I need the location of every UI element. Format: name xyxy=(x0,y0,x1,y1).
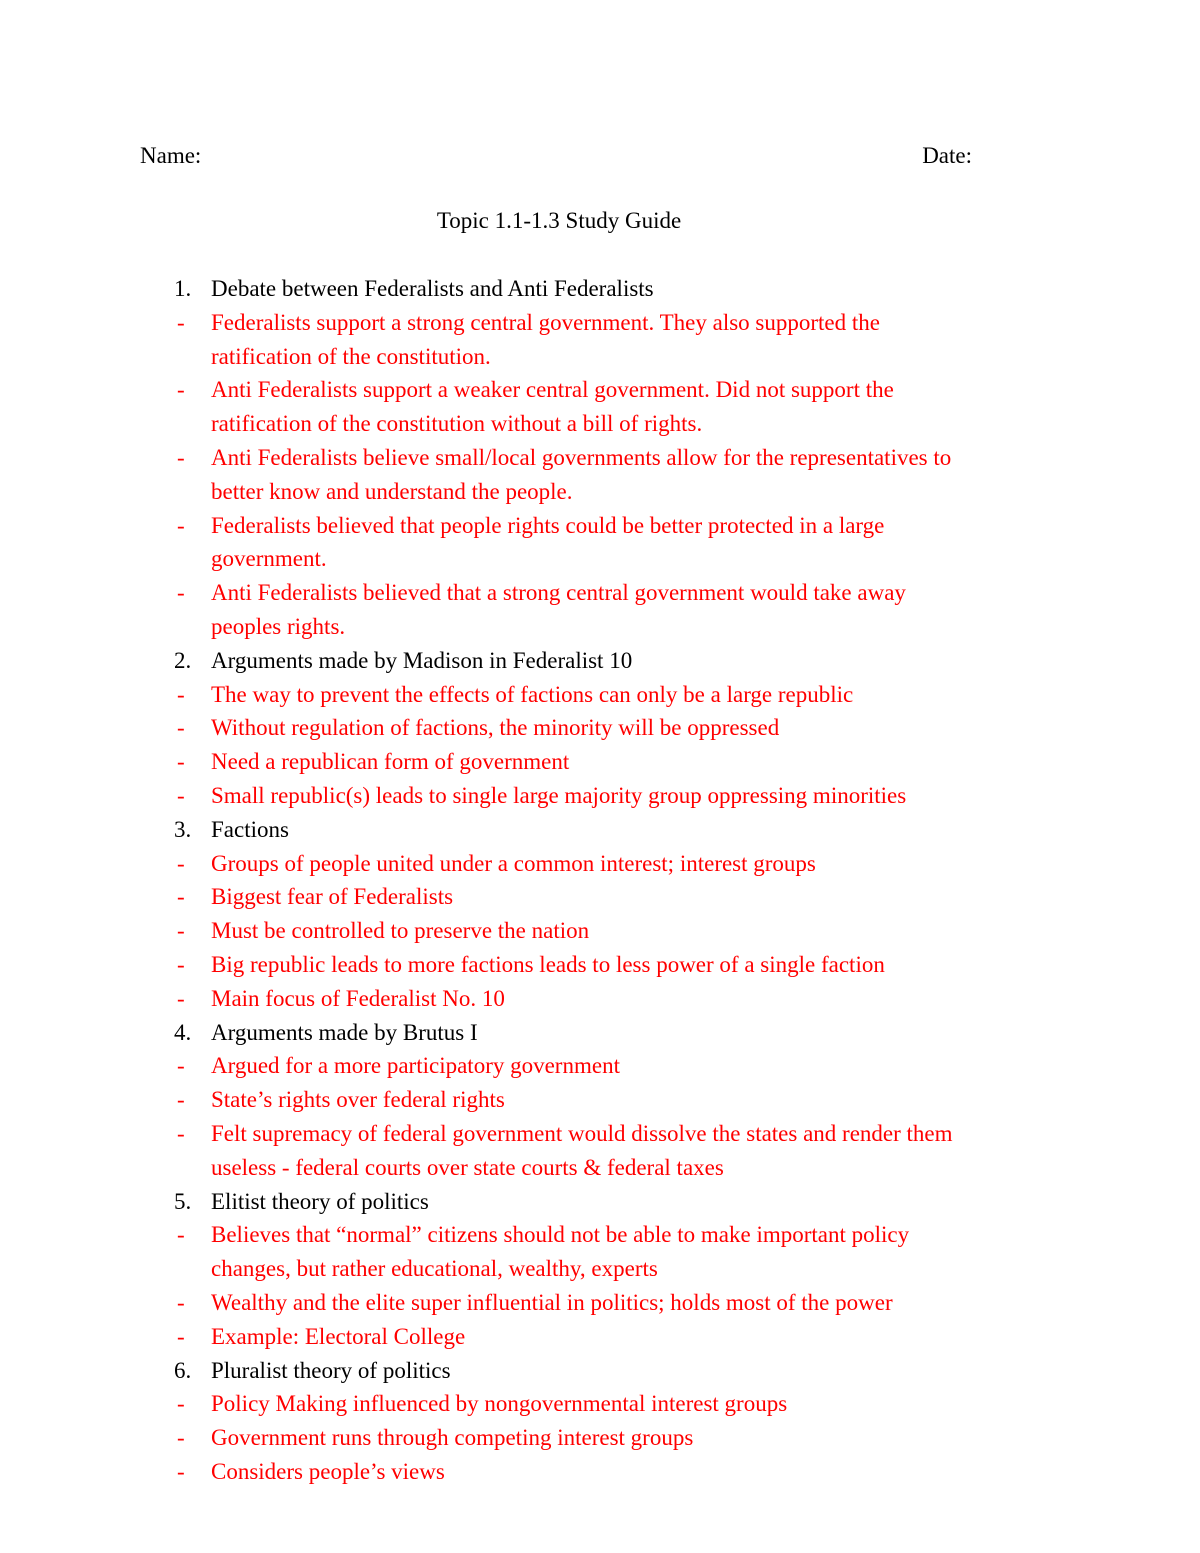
note-item xyxy=(174,745,1054,779)
note-item xyxy=(174,914,1054,948)
note-text: Federalists believed that people rights could be better protected in a large xyxy=(211,512,885,538)
note-text: Federalists support a strong central government. They also supported the xyxy=(211,309,880,335)
bullet-dash: - xyxy=(177,377,185,403)
note-item xyxy=(174,509,1054,543)
bullet-dash: - xyxy=(177,884,185,910)
note-text: Believes that “normal” citizens should not be able to make important policy xyxy=(211,1222,910,1248)
section-number: 3. xyxy=(174,816,192,842)
note-continuation-text: useless - federal courts over state courts & federal taxes xyxy=(211,1154,724,1180)
note-item xyxy=(174,1387,1054,1421)
name-label: Name: xyxy=(140,143,202,168)
note-continuation xyxy=(174,475,1054,509)
note-item xyxy=(174,779,1054,813)
bullet-dash: - xyxy=(177,1087,185,1113)
note-continuation-text: government. xyxy=(211,546,327,572)
section-heading-text: Elitist theory of politics xyxy=(211,1188,429,1214)
bullet-dash: - xyxy=(177,1323,185,1349)
note-text: Groups of people united under a common interest; interest groups xyxy=(211,850,816,876)
section-heading xyxy=(174,644,1054,678)
study-guide-outline xyxy=(174,272,1054,1489)
section-heading-text: Pluralist theory of politics xyxy=(211,1357,451,1383)
bullet-dash: - xyxy=(177,985,185,1011)
bullet-dash: - xyxy=(177,715,185,741)
note-continuation xyxy=(174,407,1054,441)
bullet-dash: - xyxy=(177,681,185,707)
bullet-dash: - xyxy=(177,1053,185,1079)
date-label: Date: xyxy=(922,143,972,168)
note-item xyxy=(174,306,1054,340)
note-text: Anti Federalists believe small/local governments allow for the representatives to xyxy=(211,444,952,470)
note-continuation xyxy=(174,340,1054,374)
note-text: Anti Federalists support a weaker central government. Did not support the xyxy=(211,377,894,403)
section-heading-text: Arguments made by Madison in Federalist 10 xyxy=(211,647,633,673)
note-text: Main focus of Federalist No. 10 xyxy=(211,985,505,1011)
note-continuation-text: peoples rights. xyxy=(211,613,346,639)
note-item xyxy=(174,1218,1054,1252)
note-text: Government runs through competing interest groups xyxy=(211,1425,694,1451)
section-heading xyxy=(174,1016,1054,1050)
note-item xyxy=(174,948,1054,982)
section-number: 2. xyxy=(174,647,192,673)
note-text: Big republic leads to more factions leads to less power of a single faction xyxy=(211,951,885,977)
note-item xyxy=(174,678,1054,712)
bullet-dash: - xyxy=(177,918,185,944)
note-continuation xyxy=(174,542,1054,576)
note-text: Small republic(s) leads to single large majority group oppressing minorities xyxy=(211,782,907,808)
note-continuation-text: ratification of the constitution. xyxy=(211,343,491,369)
note-item xyxy=(174,1455,1054,1489)
section-heading-text: Debate between Federalists and Anti Federalists xyxy=(211,276,654,301)
bullet-dash: - xyxy=(177,1458,185,1484)
note-item xyxy=(174,1117,1054,1151)
note-item xyxy=(174,982,1054,1016)
note-continuation xyxy=(174,1151,1054,1185)
bullet-dash: - xyxy=(177,1120,185,1146)
note-text: Example: Electoral College xyxy=(211,1323,466,1349)
section-number: 1. xyxy=(174,276,192,301)
bullet-dash: - xyxy=(177,512,185,538)
note-item xyxy=(174,711,1054,745)
note-text: Considers people’s views xyxy=(211,1458,445,1484)
section-number: 4. xyxy=(174,1019,192,1045)
note-text: State’s rights over federal rights xyxy=(211,1087,505,1113)
bullet-dash: - xyxy=(177,1425,185,1451)
note-item xyxy=(174,1286,1054,1320)
bullet-dash: - xyxy=(177,1222,185,1248)
section-number: 5. xyxy=(174,1188,192,1214)
note-text: The way to prevent the effects of factions can only be a large republic xyxy=(211,681,854,707)
header-row xyxy=(140,140,972,172)
note-item xyxy=(174,576,1054,610)
note-text: Felt supremacy of federal government would dissolve the states and render them xyxy=(211,1120,953,1146)
bullet-dash: - xyxy=(177,1391,185,1417)
note-text: Anti Federalists believed that a strong central government would take away xyxy=(211,580,906,606)
section-heading xyxy=(174,813,1054,847)
note-text: Policy Making influenced by nongovernmental interest groups xyxy=(211,1391,788,1417)
note-item xyxy=(174,1083,1054,1117)
note-item xyxy=(174,1049,1054,1083)
note-item xyxy=(174,1421,1054,1455)
page-title: Topic 1.1-1.3 Study Guide xyxy=(436,208,682,233)
bullet-dash: - xyxy=(177,749,185,775)
note-text: Argued for a more participatory government xyxy=(211,1053,620,1079)
note-continuation xyxy=(174,610,1054,644)
note-continuation-text: ratification of the constitution without a bill of rights. xyxy=(211,411,703,437)
bullet-dash: - xyxy=(177,951,185,977)
bullet-dash: - xyxy=(177,1289,185,1315)
bullet-dash: - xyxy=(177,444,185,470)
note-text: Need a republican form of government xyxy=(211,749,570,775)
bullet-dash: - xyxy=(177,309,185,335)
note-item xyxy=(174,847,1054,881)
note-item xyxy=(174,373,1054,407)
note-text: Biggest fear of Federalists xyxy=(211,884,454,910)
section-heading xyxy=(174,1185,1054,1219)
note-item xyxy=(174,880,1054,914)
note-text: Must be controlled to preserve the nation xyxy=(211,918,590,944)
section-heading xyxy=(174,1354,1054,1388)
bullet-dash: - xyxy=(177,850,185,876)
section-number: 6. xyxy=(174,1357,192,1383)
section-heading-text: Factions xyxy=(211,816,289,842)
section-heading xyxy=(174,272,1054,306)
bullet-dash: - xyxy=(177,782,185,808)
note-continuation xyxy=(174,1252,1054,1286)
section-heading-text: Arguments made by Brutus I xyxy=(211,1019,478,1045)
note-text: Without regulation of factions, the minority will be oppressed xyxy=(211,715,780,741)
note-text: Wealthy and the elite super influential in politics; holds most of the power xyxy=(211,1289,893,1315)
note-continuation-text: changes, but rather educational, wealthy, experts xyxy=(211,1256,658,1282)
note-item xyxy=(174,441,1054,475)
note-item xyxy=(174,1320,1054,1354)
bullet-dash: - xyxy=(177,580,185,606)
note-continuation-text: better know and understand the people. xyxy=(211,478,573,504)
